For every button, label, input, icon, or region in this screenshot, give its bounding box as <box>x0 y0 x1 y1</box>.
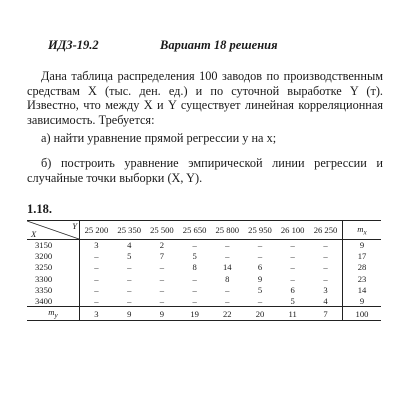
frequency-cell: – <box>225 251 230 262</box>
table-footer-row <box>27 307 381 321</box>
table-row <box>27 262 381 273</box>
frequency-cell: 2 <box>159 240 165 251</box>
x-value-cell: 3400 <box>27 295 80 306</box>
task-b: б) построить уравнение эмпирической линии регрессии и случайные точки выборки (X, Y). <box>27 156 383 185</box>
mx-label-sub: x <box>363 228 367 237</box>
frequency-cell: – <box>225 284 230 295</box>
my-cell: 3 <box>80 307 113 321</box>
frequency-cell: – <box>94 251 99 262</box>
frequency-cell: – <box>94 284 99 295</box>
x-value-cell: 3250 <box>27 262 80 273</box>
frequency-cell: – <box>192 240 197 251</box>
frequency-cell: 5 <box>127 251 132 262</box>
my-cell: 9 <box>146 307 179 321</box>
x-value-cell: 3150 <box>27 240 80 251</box>
assignment-code: ИДЗ-19.2 <box>48 38 99 52</box>
header <box>0 38 400 54</box>
frequency-cell: 6 <box>290 284 295 295</box>
table-body <box>27 240 381 307</box>
frequency-cell: 9 <box>257 273 263 284</box>
frequency-cell: – <box>290 251 295 262</box>
my-cell: 7 <box>309 307 342 321</box>
y-value-header: 25 650 <box>178 221 211 240</box>
frequency-cell: – <box>127 273 132 284</box>
frequency-cell: 6 <box>257 262 263 273</box>
my-label-cell <box>27 307 80 321</box>
distribution-table <box>27 220 381 321</box>
table-row <box>27 273 381 284</box>
y-value-header: 25 200 <box>80 221 113 240</box>
frequency-cell: 3 <box>94 240 99 251</box>
frequency-cell: – <box>192 295 197 306</box>
frequency-cell: 5 <box>257 284 263 295</box>
frequency-cell: 3 <box>323 284 328 295</box>
y-value-header: 25 800 <box>211 221 244 240</box>
mx-cell: 23 <box>343 273 382 284</box>
total-cell: 100 <box>343 307 382 321</box>
frequency-cell: – <box>159 262 165 273</box>
variant-title: Вариант 18 решения <box>160 38 278 52</box>
frequency-cell: – <box>127 284 132 295</box>
task-number: 1.18. <box>27 202 52 216</box>
frequency-cell: – <box>127 295 132 306</box>
problem-statement: Дана таблица распределения 100 заводов по производственным средствам X (тыс. ден. ед.) и по суточной выработке Y (т). Известно, что между X и Y существует линейная корреляционная зависимость. Требуется: <box>27 69 383 127</box>
table-row <box>27 284 381 295</box>
mx-cell: 9 <box>343 240 382 251</box>
x-value-cell: 3350 <box>27 284 80 295</box>
frequency-cell: – <box>225 240 230 251</box>
y-value-header: 25 350 <box>113 221 146 240</box>
table-row <box>27 251 381 262</box>
mx-cell: 17 <box>343 251 382 262</box>
frequency-cell: – <box>225 295 230 306</box>
frequency-cell: – <box>159 273 165 284</box>
table-row <box>27 295 381 306</box>
mx-label: m <box>357 223 364 234</box>
frequency-cell: – <box>323 262 328 273</box>
my-cell: 9 <box>113 307 146 321</box>
frequency-cell: – <box>323 240 328 251</box>
frequency-cell: – <box>290 240 295 251</box>
table-header-row <box>27 221 381 240</box>
my-cell: 11 <box>276 307 309 321</box>
frequency-cell: – <box>290 273 295 284</box>
frequency-cell: 8 <box>192 262 197 273</box>
corner-y-label: Y <box>72 221 77 231</box>
frequency-cell: – <box>94 262 99 273</box>
table-row <box>27 240 381 251</box>
frequency-cell: 5 <box>192 251 197 262</box>
y-value-header: 26 250 <box>309 221 342 240</box>
my-cell: 19 <box>178 307 211 321</box>
frequency-cell: 14 <box>223 262 232 273</box>
corner-cell <box>27 221 80 240</box>
frequency-cell: – <box>192 273 197 284</box>
frequency-cell: 4 <box>127 240 132 251</box>
mx-header-cell <box>343 221 382 240</box>
my-label-sub: y <box>54 311 58 320</box>
mx-cell: 28 <box>343 262 382 273</box>
frequency-cell: – <box>94 295 99 306</box>
frequency-cell: – <box>323 251 328 262</box>
frequency-cell: – <box>127 262 132 273</box>
frequency-cell: – <box>159 295 165 306</box>
frequency-cell: – <box>192 284 197 295</box>
frequency-cell: – <box>257 295 263 306</box>
frequency-cell: 7 <box>159 251 165 262</box>
frequency-cell: 4 <box>323 295 328 306</box>
task-a: а) найти уравнение прямой регрессии y на x; <box>41 131 277 145</box>
frequency-cell: – <box>290 262 295 273</box>
frequency-cell: 8 <box>225 273 230 284</box>
frequency-cell: – <box>323 273 328 284</box>
x-value-cell: 3200 <box>27 251 80 262</box>
mx-cell: 14 <box>343 284 382 295</box>
y-value-header: 26 100 <box>276 221 309 240</box>
frequency-cell: 5 <box>290 295 295 306</box>
my-cell: 22 <box>211 307 244 321</box>
my-cell: 20 <box>244 307 277 321</box>
my-label: m <box>48 307 55 318</box>
frequency-cell: – <box>94 273 99 284</box>
frequency-cell: – <box>257 240 263 251</box>
corner-x-label: X <box>31 229 37 239</box>
x-value-cell: 3300 <box>27 273 80 284</box>
y-value-header: 25 950 <box>244 221 277 240</box>
frequency-cell: – <box>159 284 165 295</box>
y-value-header: 25 500 <box>146 221 179 240</box>
frequency-cell: – <box>257 251 263 262</box>
mx-cell: 9 <box>343 295 382 306</box>
